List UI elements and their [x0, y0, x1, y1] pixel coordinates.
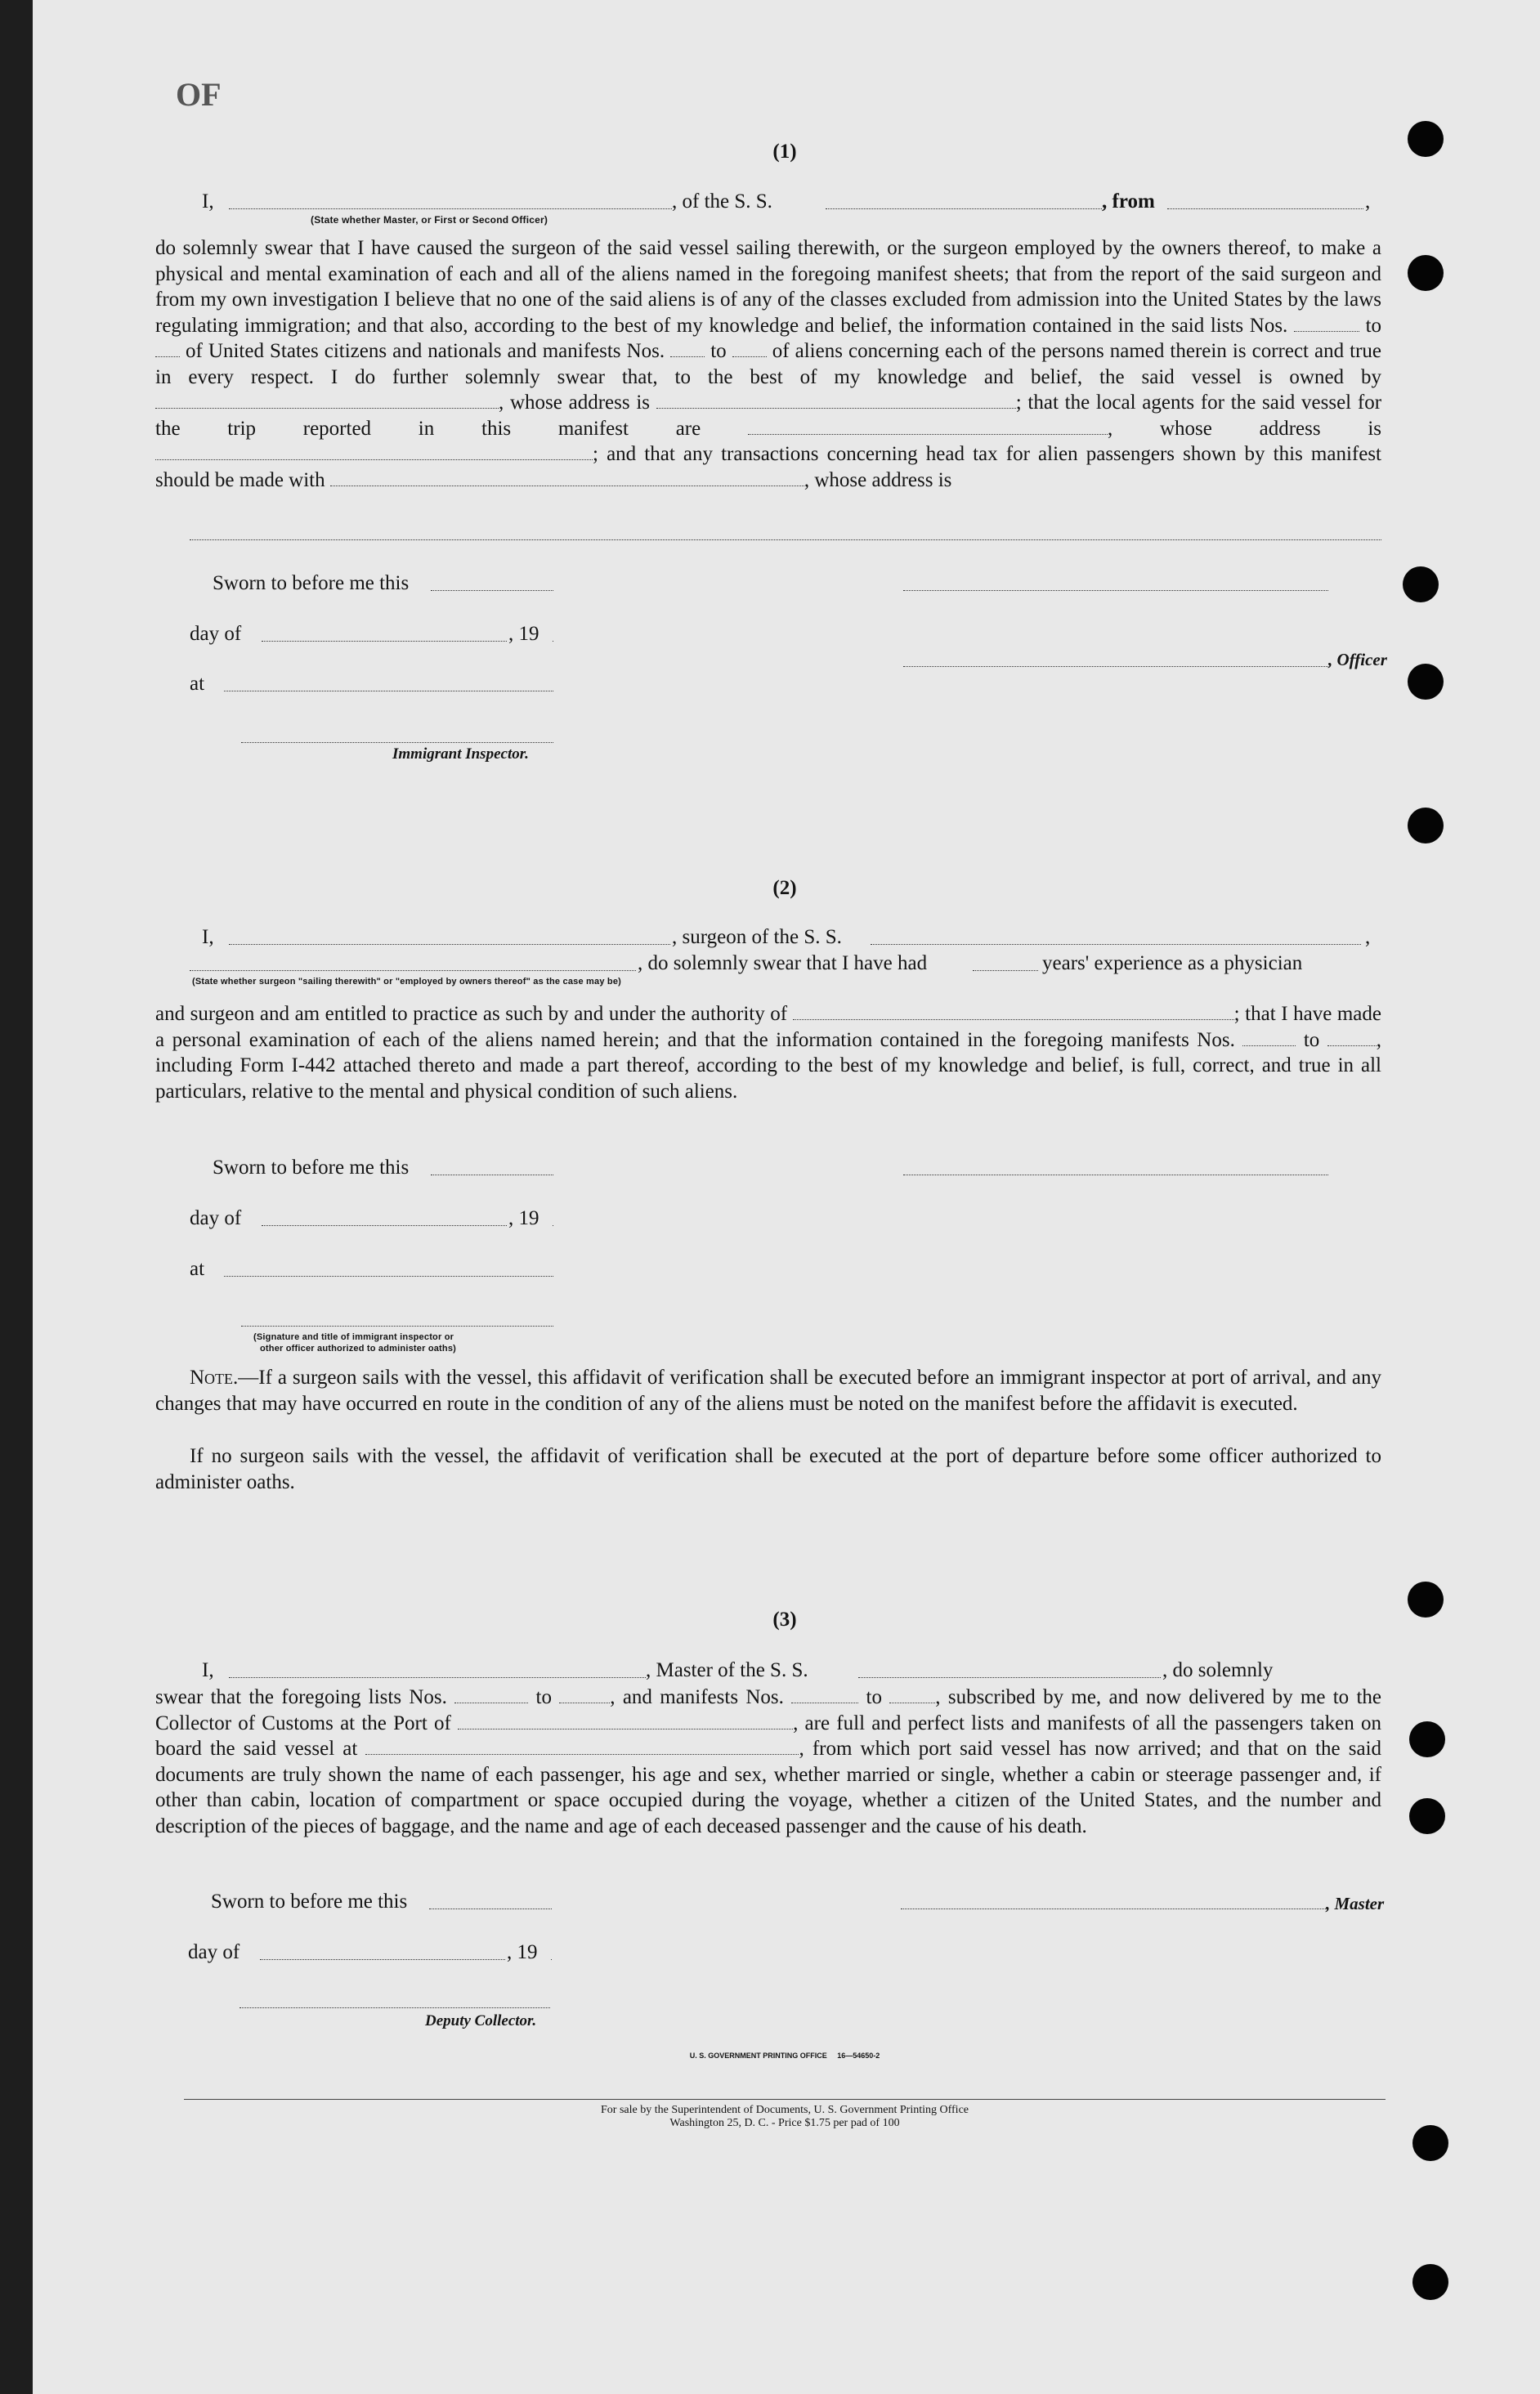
- s2-sig-note-1: (Signature and title of immigrant inspector or: [253, 1332, 454, 1342]
- s1-inspector-signature-field[interactable]: [241, 742, 553, 743]
- s2-ship-field[interactable]: [871, 944, 1361, 945]
- s2-body-a: and surgeon and am entitled to practice as such by and under the authority of: [155, 1003, 788, 1025]
- s3-master-name-field[interactable]: [229, 1677, 646, 1678]
- s2-swear: , do solemnly swear that I have had: [638, 952, 928, 974]
- punch-hole: [1408, 664, 1444, 700]
- s1-lists-to-field[interactable]: [155, 343, 180, 357]
- s1-lists-from-field[interactable]: [1294, 318, 1359, 332]
- section-2-number: (2): [772, 877, 797, 899]
- section-3-number: (3): [772, 1609, 797, 1631]
- s3-boarding-port-field[interactable]: [365, 1741, 799, 1755]
- s1-i: I,: [202, 190, 214, 213]
- s3-day-of: day of: [188, 1941, 240, 1963]
- s1-day-of: day of: [190, 623, 242, 645]
- s2-manifests-to-field[interactable]: [1327, 1032, 1377, 1046]
- s1-at: at: [190, 673, 205, 695]
- s2-to: to: [1303, 1028, 1320, 1051]
- s2-day-of: day of: [190, 1207, 242, 1229]
- s3-body-d: , from which port said vessel has now arrived; and that on the said documents are truly shown the name of each passenger, his age and sex, whether married or single, whether a cabin or steerage passenger and, if other than cabin, location of compartment or space occupied during the voyage, whether a citizen of the United States, and the number and description of the pieces of baggage, and the name and age of each deceased passenger and the cause of his death.: [155, 1738, 1382, 1837]
- s1-owner-address-field[interactable]: [656, 395, 1016, 409]
- s2-month-field[interactable]: [262, 1225, 507, 1226]
- s1-owner-field[interactable]: [155, 395, 499, 409]
- s2-note-1: —If a surgeon sails with the vessel, this affidavit of verification shall be executed before an immigrant inspector at port of arrival, and any changes that may have occurred en route in the condition of any of the aliens must be noted on the manifest before the affidavit is executed.: [155, 1367, 1381, 1415]
- s3-body-a: swear that the foregoing lists Nos.: [155, 1686, 447, 1708]
- s1-officer-field[interactable]: [229, 208, 672, 209]
- s1-to1: to: [1365, 314, 1382, 337]
- s2-surgeon-note: (State whether surgeon "sailing therewith" or "employed by owners thereof" as the case may be): [192, 977, 622, 987]
- s1-manifests-from-field[interactable]: [670, 343, 705, 357]
- s1-whose-address-3: , whose address is: [804, 468, 952, 491]
- s3-deputy-label: Deputy Collector.: [425, 2012, 537, 2029]
- s2-note: [155, 1365, 1381, 1416]
- s3-month-field[interactable]: [260, 1959, 505, 1960]
- punch-hole: [1412, 2264, 1448, 2300]
- s1-officer-label: , Officer: [1328, 650, 1387, 669]
- punch-hole: [1409, 1798, 1445, 1834]
- s2-years-field[interactable]: [973, 970, 1038, 971]
- s2-surgeon-name-field[interactable]: [229, 944, 670, 945]
- sale-line-2: Washington 25, D. C. - Price $1.75 per pad of 100: [669, 2117, 900, 2129]
- s2-note-label: Note.: [190, 1367, 239, 1389]
- s1-head-tax-address-field[interactable]: [190, 539, 1381, 540]
- s3-master-signature-field[interactable]: [901, 1908, 1326, 1909]
- s1-sworn-day-field[interactable]: [431, 590, 553, 591]
- gpo-imprint: U. S. GOVERNMENT PRINTING OFFICE 16—54650-2: [689, 2052, 880, 2060]
- sale-line-1: For sale by the Superintendent of Documents, U. S. Government Printing Office: [601, 2104, 969, 2116]
- s1-whose-address: , whose address is: [499, 392, 650, 414]
- s3-master-of: , Master of the S. S.: [646, 1659, 808, 1681]
- s3-master-label: , Master: [1326, 1894, 1385, 1913]
- s3-year: , 19: [507, 1941, 538, 1963]
- s2-body: [155, 1001, 1381, 1104]
- s3-manifests-from-field[interactable]: [791, 1689, 858, 1703]
- s3-year-field[interactable]: [551, 1959, 552, 1960]
- s3-manifests-to-field[interactable]: [889, 1689, 935, 1703]
- s1-officer-signature-field[interactable]: [903, 590, 1328, 591]
- form-page: OF (1) I, , of the S. S. , from , (State whether Master, or First or Second Officer) do solemnly swear that I have caused the surgeon of the said vessel sailing therewith, or the surgeon employed by the owners thereof, to make a physical and mental examination of each and all of the aliens named in the foregoing manifest sheets; that from the report of the said surgeon and from my own investigation I believe that no one of the said aliens is of any of the classes excluded from admission into the United States by the laws regulating immigration; and that also, according to the best of my knowledge and belief, the information contained in the said lists Nos. to of United States citizens and nationals and manifests Nos. to of aliens concerning each of the persons named therein is correct and true in every respect. I do further solemnly swear that, to the best of my knowledge and belief, the said vessel is owned by , whose address is ; that the local agents for the said vessel for the trip reported in this manifest are , whose address is ; and that any transactions concerning head tax for alien passengers shown by this manifest should be made with , whose address is Sworn to before me this day of , 19 , Officer at Immigrant Inspector. (2) I, , surgeon of the S. S. , , do solemnly swear that I have had years' experience as a physician (State whether surgeon "sailing therewith" or "employed by owners thereof" as the case may be) and surgeon and am entitled to practice as such by and under the authority of ; that I have made a personal examination of each of the aliens named herein; and that the information contained in the foregoing manifests Nos. to , including Form I-442 attached thereto and made a part thereof, according to the best of my knowledge and belief, is full, correct, and true in all particulars, relative to the mental and physical condition of such aliens. Sworn to before me this day of , 19 at (Signature and title of immigrant inspector or other officer authorized to administer oaths) Note.—If a surgeon sails with the vessel, this affidavit of verification shall be executed before an immigrant inspector at port of arrival, and any changes that may have occurred en route in the condition of any of the aliens must be noted on the manifest before the affidavit is executed. If no surgeon sails with the vessel, the affidavit of verification shall be executed at the port of departure before some officer authorized to administer oaths. (3) I, , Master of the S. S. , do solemnly swear that the foregoing lists Nos. to , and manifests Nos. to , subscribed by me, and now delivered by me to the Collector of Customs at the Port of , are full and perfect lists and manifests of all the passengers taken on board the said vessel at , from which port said vessel has now arrived; and that on the said documents are truly shown the name of each passenger, his age and sex, whether married or single, whether a cabin or steerage passenger and, if other than cabin, location of compartment or space occupied during the voyage, whether a citizen of the United States, and the number and description of the pieces of baggage, and the name and age of each deceased passenger and the cause of his death. Sworn to before me this , Master day of , 19 Deputy Collector. U. S. GOVERNMENT PRINTING OFFICE 16—54650-2 For sale by the Superintendent of Documents, U. S. Government Printing Office Washington 25, D. C. - Price $1.75 per pad of 100: [33, 0, 1540, 2394]
- s3-and-manifests: , and manifests Nos.: [610, 1686, 784, 1708]
- s2-authority-field[interactable]: [793, 1006, 1234, 1020]
- s3-to2: to: [866, 1686, 882, 1708]
- s1-head-tax-field[interactable]: [330, 472, 804, 486]
- s2-sworn: Sworn to before me this: [213, 1157, 410, 1179]
- s3-lists-from-field[interactable]: [454, 1689, 528, 1703]
- s1-to2: to: [710, 340, 727, 362]
- s3-body-b: , subscribed by me, and now delivered by me to the Collector of Customs at the Port of: [155, 1686, 1382, 1734]
- s3-port-field[interactable]: [458, 1716, 793, 1729]
- s1-agents-address-field[interactable]: [155, 446, 593, 460]
- s2-manifests-from-field[interactable]: [1242, 1032, 1296, 1046]
- footer-rule: [184, 2099, 1386, 2100]
- s2-i: I,: [202, 926, 214, 948]
- s2-sig-note-2: other officer authorized to administer oaths): [260, 1344, 457, 1354]
- section-1-number: (1): [772, 141, 797, 163]
- s2-at-field[interactable]: [224, 1276, 553, 1277]
- s2-year: , 19: [508, 1207, 539, 1229]
- s2-note-2-block: [155, 1443, 1381, 1495]
- s1-body-b: of United States citizens and nationals and manifests Nos.: [186, 340, 665, 362]
- s3-i: I,: [202, 1659, 214, 1681]
- s1-officer-title-field[interactable]: [903, 666, 1328, 667]
- s2-surgeon-type-field[interactable]: [190, 970, 636, 971]
- s1-manifests-to-field[interactable]: [732, 343, 767, 357]
- s1-ship-field[interactable]: [826, 208, 1102, 209]
- s2-body-c: , including Form I-442 attached thereto and made a part thereof, according to the best of my knowledge and belief, is full, correct, and true in all particulars, relative to the mental and physical condition of such aliens.: [155, 1028, 1382, 1103]
- corner-mark: OF: [176, 76, 222, 113]
- s1-inspector-label: Immigrant Inspector.: [392, 745, 529, 763]
- punch-hole: [1409, 1721, 1445, 1757]
- s1-body: do solemnly swear that I have caused the surgeon of the said vessel sailing therewith, or the surgeon employed by the owners thereof, to make a physical and mental examination of each and all of the aliens named in the foregoing manifest sheets; that from the report of the said surgeon and from my own investigation I believe that no one of the said aliens is of any of the classes excluded from admission into the United States by the laws regulating immigration; and that also, according to the best of my knowledge and belief, the information contained in the said lists Nos. to of United States citizens and nationals and manifests Nos. to of aliens concerning each of the persons named therein is correct and true in every respect. I do further solemnly swear that, to the best of my knowledge and belief, the said vessel is owned by , whose address is ; that the local agents for the said vessel for the trip reported in this manifest are , whose address is ; and that any transactions concerning head tax for alien passengers shown by this manifest should be made with , whose address is: [155, 237, 1382, 491]
- s1-officer-note: (State whether Master, or First or Second Officer): [311, 214, 548, 226]
- s1-year: , 19: [508, 623, 539, 645]
- s1-body-d: ; that the local agents for the said vessel for the trip reported in this manifest are: [155, 392, 1382, 440]
- s3-sworn: Sworn to before me this: [211, 1891, 408, 1913]
- s2-note-2: If no surgeon sails with the vessel, the affidavit of verification shall be executed at the port of departure before some officer authorized to administer oaths.: [155, 1445, 1381, 1493]
- s3-do-solemnly: , do solemnly: [1162, 1659, 1274, 1681]
- s1-of-ss: , of the S. S.: [672, 190, 772, 213]
- s3-ship-field[interactable]: [858, 1677, 1161, 1678]
- s1-from-field[interactable]: [1167, 208, 1363, 209]
- punch-hole: [1403, 566, 1439, 602]
- s3-sworn-day-field[interactable]: [429, 1908, 552, 1909]
- s1-sworn: Sworn to before me this: [213, 572, 410, 594]
- s3-lists-to-field[interactable]: [559, 1689, 610, 1703]
- s2-inspector-signature-field[interactable]: [241, 1326, 553, 1327]
- s2-surgeon-of: , surgeon of the S. S.: [672, 926, 842, 948]
- s1-agents-field[interactable]: [748, 421, 1108, 435]
- s2-at: at: [190, 1258, 205, 1280]
- s1-from: , from: [1102, 190, 1155, 213]
- s3-to1: to: [535, 1686, 552, 1708]
- s3-deputy-signature-field[interactable]: [240, 2007, 550, 2008]
- s1-whose-address-2: whose address is: [1159, 417, 1381, 440]
- s1-body-c: of aliens concerning each of the persons named therein is correct and true in every respect. I do further solemnly swear that, to the best of my knowledge and belief, the said vessel is owned by: [155, 340, 1382, 388]
- s3-body-c: , are full and perfect lists and manifests of all the passengers taken on board the said vessel at: [155, 1712, 1382, 1760]
- s2-body-b: ; that I have made a personal examination of each of the aliens named herein; and that the information contained in the foregoing manifests Nos.: [155, 1003, 1382, 1051]
- s3-body: [155, 1685, 1381, 1839]
- s2-years: years' experience as a physician: [1042, 952, 1303, 974]
- s1-month-field[interactable]: [262, 641, 507, 642]
- punch-hole: [1412, 2125, 1448, 2161]
- s1-body-a: do solemnly swear that I have caused the surgeon of the said vessel sailing therewith, or the surgeon employed by the owners thereof, to make a physical and mental examination of each and all of the aliens named in the foregoing manifest sheets; that from the report of the said surgeon and from my own investigation I believe that no one of the said aliens is of any of the classes excluded from admission into the United States by the laws regulating immigration; and that also, according to the best of my knowledge and belief, the information contained in the said lists Nos.: [155, 237, 1381, 337]
- s1-body-e: ; and that any transactions concerning head tax for alien passengers shown by this manifest should be made with: [155, 443, 1381, 491]
- punch-hole: [1408, 255, 1444, 291]
- punch-hole: [1408, 808, 1444, 843]
